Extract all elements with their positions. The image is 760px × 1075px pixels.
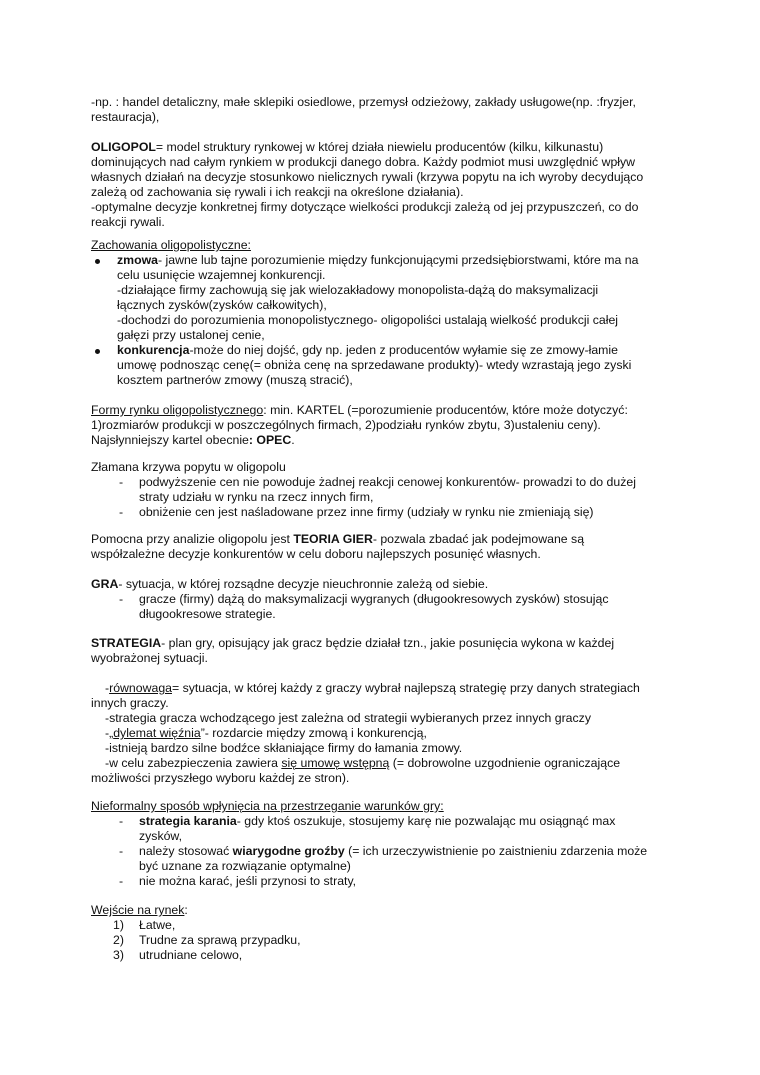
text-line: :: [184, 903, 188, 917]
text-line: -strategia gracza wchodzącego jest zależna od strategii wybieranych przez innych graczy: [105, 711, 591, 725]
text-line: = model struktury rynkowej w której działa niewielu producentów (kilku, kilkunastu): [155, 140, 604, 154]
text-line: -istnieją bardzo silne bodźce skłaniające firmy do łamania zmowy.: [105, 741, 463, 755]
text-line: -działające firmy zachowują się jak wielozakładowy monopolista-dążą do maksymalizacji: [117, 283, 599, 297]
text-line: - plan gry, opisujący jak gracz będzie działał tzn., jakie posunięcia wykona w każdej: [161, 636, 615, 650]
text-line: nie można karać, jeśli przynosi to straty,: [139, 874, 357, 888]
dash-item: [91, 505, 671, 520]
section-heading: Nieformalny sposób wpłynięcia na przestrzeganie warunków gry:: [91, 799, 444, 813]
term-teoria-gier: TEORIA GIER: [293, 532, 373, 546]
text-line: -w celu zabezpieczenia zawiera: [105, 756, 282, 770]
dash-marker: -: [119, 592, 124, 606]
text-line: własnych działań na decyzje stosunkowo nielicznych rywali (krzywa popytu na ich wyroby decydująco: [91, 170, 644, 184]
section-heading: Zachowania oligopolistyczne:: [91, 238, 251, 252]
teoria-gier-section: [91, 532, 671, 562]
text-line: -np. : handel detaliczny, małe sklepiki osiedlowe, przemysł odzieżowy, zakłady usługowe(np. :fryzjer,: [91, 95, 636, 109]
rownowaga-section: [91, 681, 671, 786]
bullet-icon: [95, 349, 100, 354]
dash-item: [91, 592, 671, 622]
text-line: restauracja),: [91, 110, 160, 124]
oligopol-definition: [91, 140, 671, 230]
text-line: podwyższenie cen nie powoduje żadnej reakcji cenowej konkurentów- prowadzi to do dużej: [139, 475, 636, 489]
text-line: łącznych zysków(zysków całkowitych),: [117, 298, 327, 312]
list-item: [91, 918, 671, 933]
zachowania-section: [91, 238, 671, 388]
term-rownowaga: równowaga: [109, 681, 172, 695]
text-line: reakcji rywali.: [91, 215, 165, 229]
text-line: .: [291, 433, 295, 447]
krzywa-section: [91, 460, 671, 520]
dash-marker: -: [119, 814, 124, 828]
term-opec: : OPEC: [248, 433, 292, 447]
list-item: [91, 933, 671, 948]
text-line: możliwości przyszłego wyboru każdej ze stron).: [91, 771, 350, 785]
list-item-text: Trudne za sprawą przypadku,: [139, 933, 301, 947]
text-line: - sytuacja, w której rozsądne decyzje nieuchronnie zależą od siebie.: [118, 577, 489, 591]
dash-item: [91, 844, 671, 874]
term-wiarygodne-grozby: wiarygodne groźby: [232, 844, 345, 858]
bullet-konkurencja: [91, 343, 671, 388]
dash-item: [91, 874, 671, 889]
text-line: -: [105, 681, 110, 695]
text-line: -optymalne decyzje konkretnej firmy dotyczące wielkości produkcji zależą od jej przypuszczeń, co do: [91, 200, 639, 214]
list-number: 1): [113, 918, 124, 932]
text-line: ”- rozdarcie między zmową i konkurencją,: [200, 726, 427, 740]
text-line: zależą od zachowania się rywali i ich reakcji na określone działania).: [91, 185, 464, 199]
intro-examples: [91, 95, 671, 125]
text-line: - jawne lub tajne porozumienie między funkcjonującymi przedsiębiorstwami, które ma na: [158, 253, 639, 267]
text-line: umowę podnosząc cenę(= obniża cenę na sprzedawane produkty)- wtedy wzrastają jego zyski: [117, 358, 632, 372]
text-line: -może do niej dojść, gdy np. jeden z producentów wyłamie się ze zmowy-łamie: [189, 343, 618, 357]
text-line: innych graczy.: [91, 696, 169, 710]
list-number: 3): [113, 948, 124, 962]
wejscie-section: [91, 903, 671, 963]
text-line: być uznane za rozwiązanie optymalne): [139, 859, 351, 873]
text-line: (= dobrowolne uzgodnienie ograniczające: [389, 756, 621, 770]
text-line: - gdy ktoś oszukuje, stosujemy karę nie pozwalając mu osiągnąć max: [236, 814, 616, 828]
text-line: obniżenie cen jest naśladowane przez inne firmy (udziały w rynku nie zmieniają się): [139, 505, 594, 519]
section-heading: Wejście na rynek: [91, 903, 185, 917]
dash-item: [91, 475, 671, 505]
dash-marker: -: [119, 505, 124, 519]
list-number: 2): [113, 933, 124, 947]
text-line: -„: [105, 726, 114, 740]
text-line: = sytuacja, w której każdy z graczy wybrał najlepszą strategię przy danych strategiach: [172, 681, 640, 695]
gra-section: [91, 577, 671, 622]
text-line: celu usunięcie wzajemnej konkurencji.: [117, 268, 326, 282]
section-heading: Złamana krzywa popytu w oligopolu: [91, 460, 286, 474]
bullet-icon: [95, 259, 100, 264]
term-dylemat: dylemat więźnia: [113, 726, 201, 740]
text-line: należy stosować: [139, 844, 233, 858]
text-line: dominujących nad całym rynkiem w produkcji danego dobra. Każdy podmiot musi uwzględnić wpływ: [91, 155, 636, 169]
section-heading: Formy rynku oligopolistycznego: [91, 403, 264, 417]
list-item-text: utrudniane celowo,: [139, 948, 243, 962]
formy-section: [91, 403, 671, 448]
term-strategia-karania: strategia karania: [139, 814, 237, 828]
dash-marker: -: [119, 475, 124, 489]
strategia-section: [91, 636, 671, 666]
text-line: zysków,: [139, 829, 183, 843]
text-line: 1)rozmiarów produkcji w poszczególnych firmach, 2)podziału rynków zbytu, 3)ustaleniu ceny).: [91, 418, 601, 432]
term-gra: GRA: [91, 577, 119, 591]
text-line: gałęzi przy ustalonej cenie,: [117, 328, 265, 342]
text-line: wyobrażonej sytuacji.: [91, 651, 208, 665]
nieformalny-section: [91, 799, 671, 889]
term-oligopol: OLIGOPOL: [91, 140, 156, 154]
text-line: : min. KARTEL (=porozumienie producentów, które może dotyczyć:: [263, 403, 628, 417]
text-line: - pozwala zbadać jak podejmowane są: [372, 532, 585, 546]
dash-marker: -: [119, 844, 124, 858]
term-konkurencja: konkurencja: [117, 343, 190, 357]
text-line: gracze (firmy) dążą do maksymalizacji wygranych (długookresowych zysków) stosując: [139, 592, 609, 606]
bullet-zmowa: [91, 253, 671, 343]
list-item-text: Łatwe,: [139, 918, 176, 932]
text-line: Pomocna przy analizie oligopolu jest: [91, 532, 294, 546]
text-line: Najsłynniejszy kartel obecnie: [91, 433, 249, 447]
text-line: -dochodzi do porozumienia monopolistycznego- oligopoliści ustalają wielkość produkcji całej: [117, 313, 619, 327]
term-zmowa: zmowa: [117, 253, 158, 267]
text-line: kosztem partnerów zmowy (muszą stracić),: [117, 373, 353, 387]
text-line: straty udziału w rynku na rzecz innych firm,: [139, 490, 374, 504]
term-strategia: STRATEGIA: [91, 636, 162, 650]
text-line: (= ich urzeczywistnienie po zaistnieniu zdarzenia może: [344, 844, 648, 858]
term-umowa-wstepna: się umowę wstępną: [281, 756, 390, 770]
dash-item: [91, 814, 671, 844]
list-item: [91, 948, 671, 963]
dash-marker: -: [119, 874, 124, 888]
text-line: długookresowe strategie.: [139, 607, 276, 621]
text-line: współzależne decyzje konkurentów w celu doboru najlepszych posunięć własnych.: [91, 547, 541, 561]
